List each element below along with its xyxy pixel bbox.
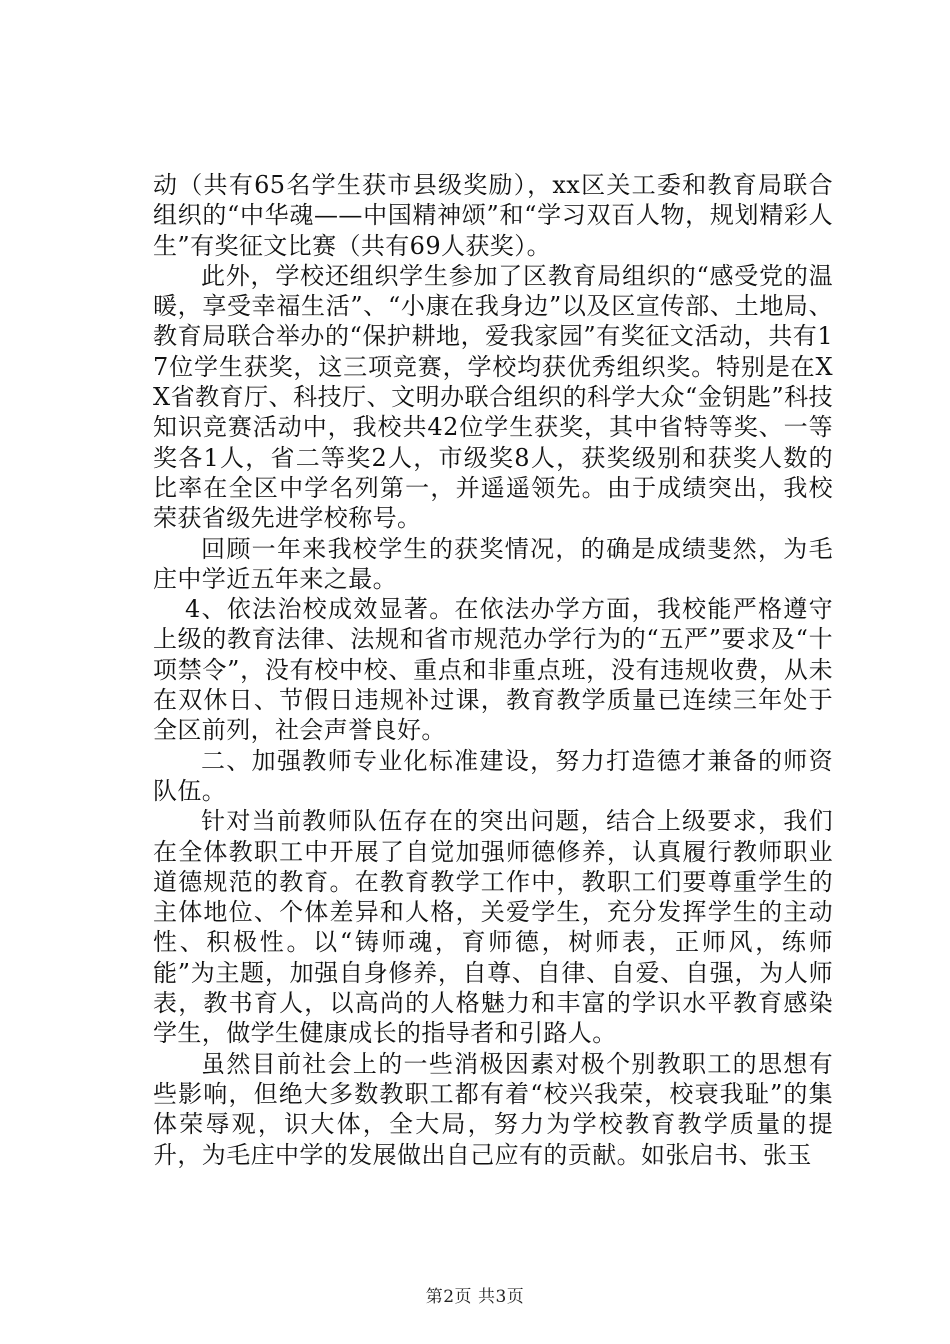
paragraph-student-awards: 此外，学校还组织学生参加了区教育局组织的“感受党的温暖，享受幸福生活”、“小康在我身边”以及区宣传部、土地局、教育局联合举办的“保护耕地，爱我家园”有奖征文活动，共有17位学生获奖，这三项竞赛，学校均获优秀组织奖。特别是在XX省教育厅、科技厅、文明办联合组织的科学大众“金钥匙”科技知识竞赛活动中，我校共42位学生获奖，其中省特等奖、一等奖各1人，省二等奖2人，市级奖8人，获奖级别和获奖人数的比率在全区中学名列第一，并遥遥领先。由于成绩突出，我校荣获省级先进学校称号。 [153,261,833,533]
paragraph-staff-attitude: 虽然目前社会上的一些消极因素对极个别教职工的思想有些影响，但绝大多数教职工都有着“校兴我荣，校衰我耻”的集体荣辱观，识大体，全大局，努力为学校教育教学质量的提升，为毛庄中学的发展做出自己应有的贡献。如张启书、张玉 [153,1049,833,1169]
paragraph-review: 回顾一年来我校学生的获奖情况，的确是成绩斐然，为毛庄中学近五年来之最。 [153,534,833,593]
paragraph-teacher-ethics: 针对当前教师队伍存在的突出问题，结合上级要求，我们在全体教职工中开展了自觉加强师德修养，认真履行教师职业道德规范的教育。在教育教学工作中，教职工们要尊重学生的主体地位、个体差异和人格，关爱学生，充分发挥学生的主动性、积极性。以“铸师魂，育师德，树师表，正师风，练师能”为主题，加强自身修养，自尊、自律、自爱、自强，为人师表，教书育人，以高尚的人格魅力和丰富的学识水平教育感染学生，做学生健康成长的指导者和引路人。 [153,807,833,1048]
page-number-footer: 第2页 共3页 [425,1287,525,1307]
paragraph-continuation: 动（共有65名学生获市县级奖励），xx区关工委和教育局联合组织的“中华魂——中国精神颂”和“学习双百人物，规划精彩人生”有奖征文比赛（共有69人获奖）。 [153,171,833,260]
section-heading-teachers: 二、加强教师专业化标准建设，努力打造德才兼备的师资队伍。 [153,746,833,805]
document-body [153,170,833,1170]
paragraph-rule-of-law: 4、依法治校成效显著。在依法办学方面，我校能严格遵守上级的教育法律、法规和省市规范办学行为的“五严”要求及“十项禁令”，没有校中校、重点和非重点班，没有违规收费，从未在双休日、节假日违规补过课，教育教学质量已连续三年处于全区前列，社会声誉良好。 [153,595,833,745]
